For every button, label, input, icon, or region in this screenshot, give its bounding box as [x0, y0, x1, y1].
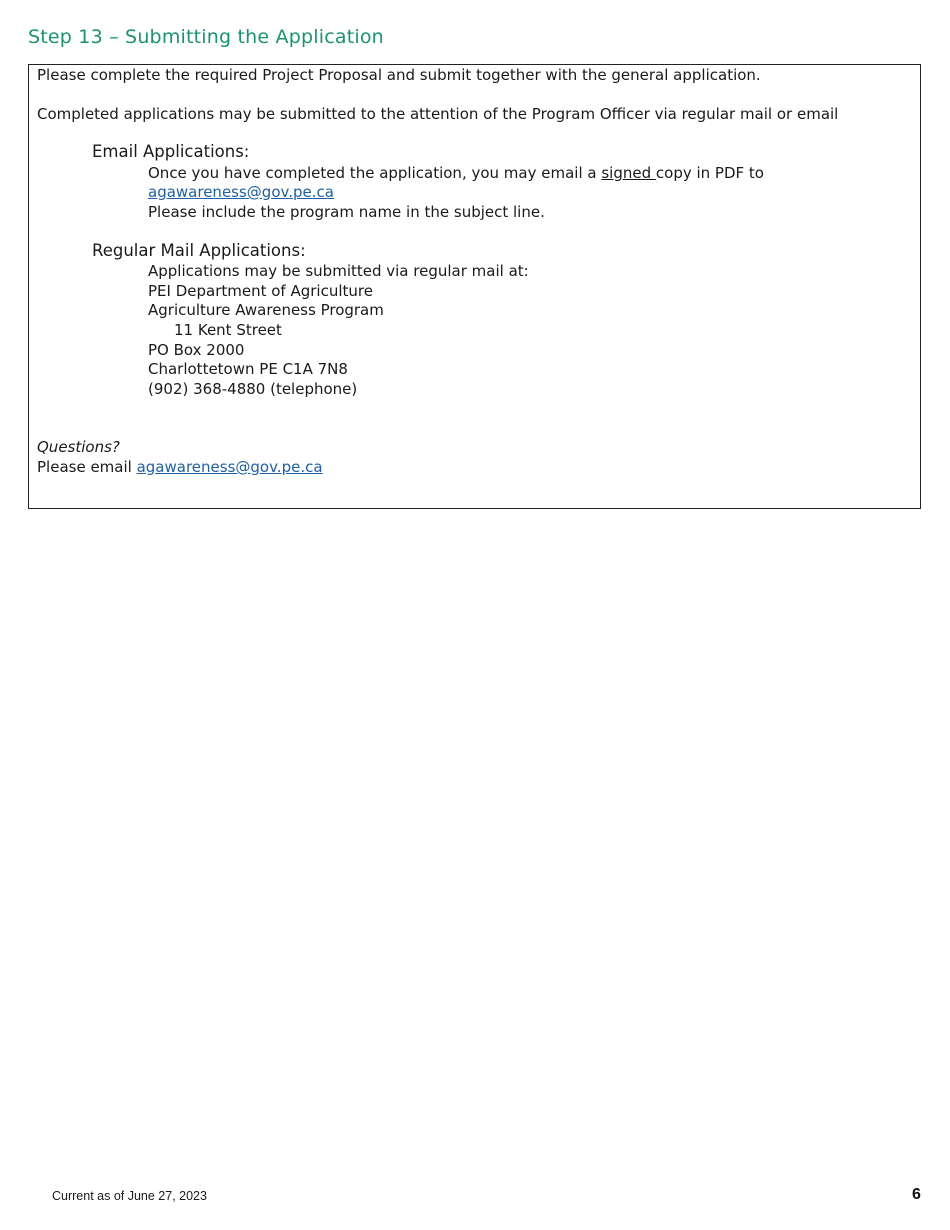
section-title: Step 13 – Submitting the Application	[28, 26, 384, 48]
program-email-link[interactable]: agawareness@gov.pe.ca	[148, 183, 334, 201]
address-line: 11 Kent Street	[174, 321, 282, 339]
questions-prefix: Please email	[37, 458, 137, 476]
email-instructions-text-end: copy in PDF to	[655, 164, 764, 182]
email-instructions-text: Once you have completed the application, you may email a	[148, 164, 602, 182]
signed-word: signed	[601, 164, 656, 182]
address-line: Charlottetown PE C1A 7N8	[148, 360, 348, 378]
questions-heading: Questions?	[37, 438, 120, 456]
email-link-line	[148, 182, 334, 202]
address-line: PEI Department of Agriculture	[148, 282, 373, 300]
regular-mail-heading: Regular Mail Applications:	[92, 241, 306, 260]
subject-line-note: Please include the program name in the subject line.	[148, 203, 545, 221]
intro-line-1: Please complete the required Project Proposal and submit together with the general application.	[37, 66, 761, 84]
email-instructions	[148, 163, 764, 183]
address-line: PO Box 2000	[148, 341, 245, 359]
mail-intro: Applications may be submitted via regular mail at:	[148, 262, 529, 280]
application-submission-box	[28, 64, 921, 509]
page-number: 6	[912, 1186, 921, 1203]
intro-line-2: Completed applications may be submitted to the attention of the Program Officer via regular mail or email	[37, 105, 839, 123]
questions-email-link[interactable]: agawareness@gov.pe.ca	[136, 458, 323, 476]
email-applications-heading: Email Applications:	[92, 142, 250, 161]
questions-contact	[37, 457, 323, 477]
address-line: Agriculture Awareness Program	[148, 301, 384, 319]
address-line: (902) 368-4880 (telephone)	[148, 380, 358, 398]
footer-date: Current as of June 27, 2023	[52, 1189, 207, 1203]
